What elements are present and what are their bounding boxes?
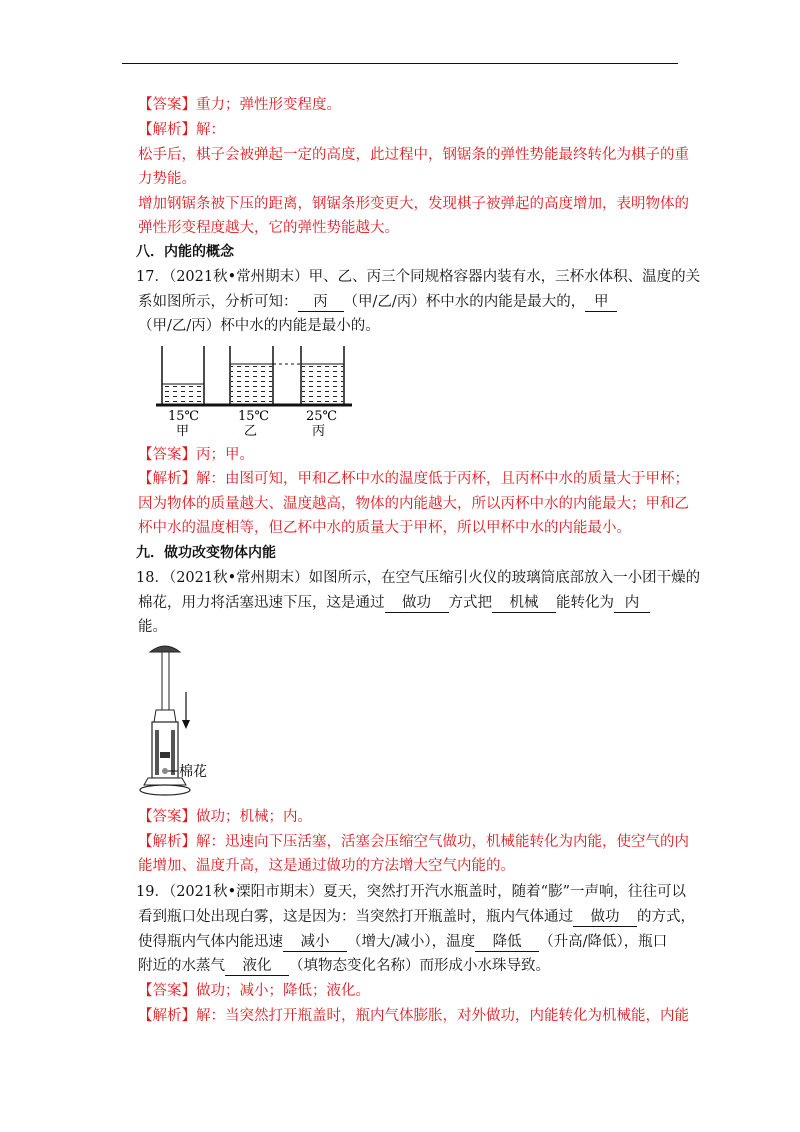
q17-blank2: 甲: [585, 294, 617, 312]
q16-analysis-line: 力势能。: [138, 171, 196, 187]
q17-blank1: 丙: [298, 294, 344, 312]
q16-analysis-line: 弹性形变程度越大，它的弹性势能越大。: [138, 220, 399, 236]
cup-label-jia: 甲: [176, 424, 190, 438]
section-title-9: 九．做功改变物体内能: [136, 545, 276, 561]
temp-label-bing: 25℃: [306, 409, 338, 424]
cylinder-collar: [154, 710, 176, 722]
header-rule: [122, 63, 678, 64]
q16-answer: 【答案】重力；弹性形变程度。: [138, 97, 341, 113]
q17-answer: 【答案】丙；甲。: [138, 447, 254, 463]
section-title-8: 八．内能的概念: [136, 244, 234, 260]
q17-analysis-line: 杯中水的温度相等，但乙杯中水的质量大于甲杯，所以甲杯中水的内能最小。: [138, 520, 631, 536]
cup-yi: [230, 346, 273, 404]
q18-line3: 能。: [138, 619, 167, 635]
q17-analysis-line: 因为物体的质量越大、温度越高，物体的内能越大，所以丙杯中水的内能最大；甲和乙: [138, 496, 689, 512]
q19-analysis-line: 【解析】解：当突然打开瓶盖时，瓶内气体膨胀，对外做功，内能转化为机械能，内能: [138, 1008, 689, 1024]
q17-cups-figure: [156, 344, 356, 438]
cup-label-bing: 丙: [312, 424, 326, 438]
q16-analysis-label: 【解析】解：: [138, 122, 225, 138]
q19-line3: 使得瓶内气体内能迅速 减小 （增大/减小），温度 降低 （升高/降低），瓶口: [138, 934, 668, 950]
q17-line3: （甲/乙/丙）杯中水的内能是最小的。: [138, 318, 380, 334]
q18-blank2: 机械: [492, 595, 556, 613]
inner-piston: [160, 752, 170, 758]
q18-answer: 【答案】做功；机械；内。: [138, 809, 312, 825]
q19-answer: 【答案】做功；减小；降低；液化。: [138, 983, 370, 999]
q18-blank1: 做功: [385, 595, 449, 613]
q17-line1: 17．（2021秋•常州期末）甲、乙、丙三个同规格容器内装有水，三杯水体积、温度的关: [136, 269, 701, 285]
q18-line1: 18．（2021秋•常州期末）如图所示，在空气压缩引火仪的玻璃筒底部放入一小团干燥的: [136, 570, 701, 586]
q18-fire-piston-figure: [138, 640, 238, 802]
q18-analysis-line: 能增加、温度升高，这是通过做功的方法增大空气内能的。: [138, 858, 515, 874]
q18-blank3: 内: [614, 595, 650, 613]
q16-analysis-line: 增加钢锯条被下压的距离，钢锯条形变更大，发现棋子被弹起的高度增加，表明物体的: [138, 196, 689, 212]
q19-blank2: 减小: [283, 934, 347, 952]
q17-line2: 系如图所示，分析可知： 丙 （甲/乙/丙）杯中水的内能是最大的， 甲: [138, 293, 617, 312]
q16-analysis-line: 松手后，棋子会被弹起一定的高度，此过程中，钢锯条的弹性势能最终转化为棋子的重: [138, 147, 689, 163]
temp-label-yi: 15℃: [238, 409, 270, 424]
q19-blank1: 做功: [573, 909, 637, 927]
q19-blank3: 降低: [475, 934, 539, 952]
piston-knob: [150, 646, 180, 652]
q19-line4: 附近的水蒸气 液化 （填物态变化名称）而形成小水珠导致。: [138, 958, 550, 974]
q18-analysis-line: 【解析】解：迅速向下压活塞，活塞会压缩空气做功，机械能转化为内能，使空气的内: [138, 834, 689, 850]
q19-line2: 看到瓶口处出现白雾，这是因为：当突然打开瓶盖时，瓶内气体通过 做功 的方式，: [138, 909, 695, 925]
q18-line2: 棉花，用力将活塞迅速下压，这是通过 做功 方式把 机械 能转化为 内: [138, 594, 650, 613]
arrow-head-icon: [182, 720, 190, 729]
cotton-ball: [162, 768, 168, 774]
cup-label-yi: 乙: [244, 424, 258, 438]
q19-blank4: 液化: [225, 958, 289, 976]
temp-label-jia: 15℃: [168, 409, 200, 424]
q19-line1: 19．（2021秋•溧阳市期末）夏天，突然打开汽水瓶盖时，随着“膨”一声响，往往可以: [136, 884, 686, 900]
cup-jia: [162, 346, 204, 404]
base-plate: [140, 785, 190, 795]
tube-shadow: [171, 730, 175, 775]
cotton-label: 棉花: [179, 764, 207, 780]
piston-rod: [162, 652, 169, 710]
tube-highlight: [155, 730, 159, 775]
cup-bing: [301, 346, 344, 404]
q17-analysis-line: 【解析】解：由图可知，甲和乙杯中水的温度低于丙杯，且丙杯中水的质量大于甲杯；: [138, 471, 689, 487]
